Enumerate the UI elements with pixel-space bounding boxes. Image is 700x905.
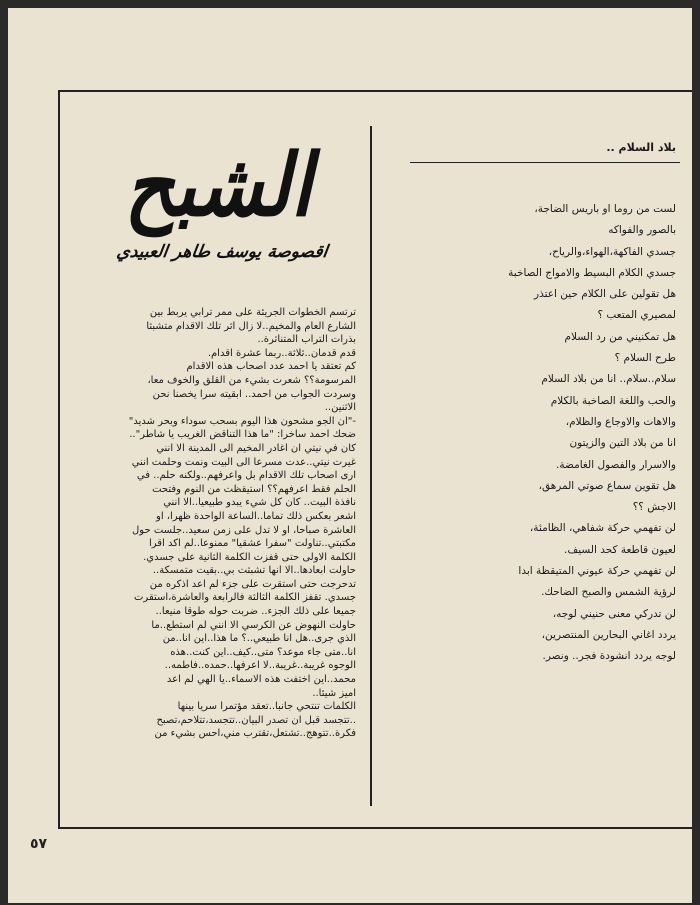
poem-line: لعيون قاطعة كحد السيف.	[564, 543, 676, 556]
poem-line: انا من بلاد التين والزيتون	[569, 437, 676, 450]
story-line: ارى اصحاب تلك الاقدام بل واعرفهم..ولكنه حلم.. في	[136, 470, 356, 482]
story-line: المرسومة؟؟ شعرت بشيء من القلق والخوف معا،	[147, 374, 356, 386]
story-line: الاثنين..	[324, 402, 356, 414]
poem-line: هل تقوين سماع صوتي المرهق،	[538, 479, 676, 492]
poem-line: لن تفهمي حركة شفاهي، الظامئة،	[529, 522, 676, 535]
story-line: جميعا على ذلك الجزء.. ضربت حوله طوقا منيعا..	[155, 606, 356, 618]
story-line: اميز شيئا..	[312, 687, 356, 699]
story-column	[90, 306, 356, 741]
story-line: نافذة البيت.. كان كل شيء يبدو طبيعيا..الا انني	[163, 497, 356, 509]
story-line: غيرت نيتي..عدت مسرعا الى البيت ونمت وحلمت انني	[131, 456, 356, 468]
poem-line: بالصور والفواكه	[608, 224, 676, 237]
story-line: جسدي. تقفز الكلمة الثالثة فالرابعة والعاشرة،استقرت	[134, 592, 356, 604]
story-line: الحلم فقط اعرفهم؟؟ استيقظت من النوم وفتحت	[152, 483, 356, 495]
poem-line: لمصيري المتعب ؟	[597, 309, 676, 322]
magazine-page	[8, 8, 692, 903]
story-line: العاشرة صباحا، او لا تدل على زمن سعيد..جلست حول	[132, 524, 356, 536]
story-line: ..تتجسد قبل ان تصدر البيان..تتجسد،تتلاحم،تصبح	[156, 714, 356, 726]
poem-line: والحب واللغة الصاخبة بالكلام	[550, 394, 676, 407]
poem-line: جسدي الكلام البسيط والامواج الصاخبة	[508, 266, 676, 279]
story-line: الكلمة الاولى حتى قفزت الكلمة الثانية على جسدي.	[143, 551, 356, 563]
poem-column	[384, 133, 680, 668]
story-line: كان في نيتي ان اغادر المخيم الى المدينة الا انني	[156, 442, 356, 454]
story-line: الذي جرى..هل انا طبيعي..؟ ما هذا..اين انا..من	[162, 633, 356, 645]
story-line: حاولت ابعادها..الا انها تشبثت بي..بقيت متمسكة..	[152, 565, 356, 577]
poem-line: الاجش ؟؟	[632, 501, 676, 514]
story-line: -"ان الجو مشحون هذا اليوم بسحب سوداء وبحر شديد"	[128, 415, 356, 427]
poem-line: والاهات والاوجاع والظلام،	[565, 415, 676, 428]
poem-line: هل تقولين على الكلام حين اعتذر	[534, 288, 676, 301]
story-line: حاولت النهوض عن الكرسي الا انني لم استطع..ما	[151, 619, 356, 631]
story-line: ضحك احمد ساخرا: "ما هذا التناقض الغريب يا شاطر"..	[129, 429, 356, 441]
story-line: وسردت الجواب من احمد.. ابقيته سرا يخصنا نحن	[152, 388, 356, 400]
poem-line: والاسرار والفصول الغامضة.	[556, 458, 676, 471]
page-number: ٥٧	[30, 836, 48, 852]
story-line: اشعر بعكس ذلك تماما..الساعة الواحدة ظهرا، او	[155, 510, 356, 522]
story-line: قدم قدمان..ثلاثة..ربما عشرة اقدام.	[207, 347, 356, 359]
story-line: ترتسم الخطوات الجريئة على ممر ترابي يربط بين	[149, 307, 356, 318]
poem-line: هل تمكنيني من رد السلام	[564, 330, 676, 343]
poem-title: بلاد السلام ..	[606, 141, 676, 154]
story-line: الشارع العام والمخيم..لا زال اثر تلك الاقدام متشبثا	[146, 320, 356, 332]
poem-line: لن تدركي معنى حنيني لوجه،	[552, 607, 676, 620]
poem-title-rule	[410, 162, 680, 163]
story-line: بذرات التراب المتناثرة..	[257, 334, 356, 346]
poem-line: يردد اغاني البحارين المنتصرين،	[541, 628, 676, 641]
poem-line: لرؤية الشمس والصبح الضاحك.	[541, 586, 676, 599]
story-line: تدحرجت حتى استقرت على جزء لم اعد اذكره من	[149, 578, 356, 590]
story-byline: اقصوصة يوسف طاهر العبيدي	[115, 242, 329, 262]
story-line: فكرة..تتوهج..تشتعل،تقترب مني،احس بشيء من	[154, 728, 356, 740]
poem-line: لست من روما او باريس الضاجة،	[534, 203, 676, 215]
poem-line: طرح السلام ؟	[614, 352, 676, 365]
column-divider	[370, 126, 372, 806]
story-line: كم تعتقد يا احمد عدد اصحاب هذه الاقدام	[186, 361, 356, 373]
poem-line: لوجه يردد انشودة فجر.. ونصر.	[542, 650, 676, 663]
poem-line: لن تفهمي حركة عيوني المتيقظة ابدا	[518, 565, 676, 578]
story-title: الشبح	[124, 135, 312, 236]
poem-line: جسدي الفاكهة،الهواء،والرياح،	[548, 245, 676, 258]
story-line: الوجوه غريبة..غريبة..لا اعرفها..حمده..فاطمه..	[164, 660, 356, 672]
poem-line: سلام..سلام.. انا من بلاد السلام	[541, 373, 676, 386]
poem-lines	[384, 199, 680, 668]
story-line: محمد..اين اختفت هذه الاسماء..يا الهي لم اعد	[166, 674, 356, 686]
story-line: مكتبتي..تناولت "سفرا عشقيا" ممنوعا..لم اكد اقرا	[148, 538, 356, 550]
story-line: الكلمات تنتحي جانبا..تعقد مؤتمرا سريا بينها	[177, 701, 356, 713]
story-line: انا..متى جاء موعد؟ متى..كيف..اين كنت..هذه	[170, 646, 356, 658]
